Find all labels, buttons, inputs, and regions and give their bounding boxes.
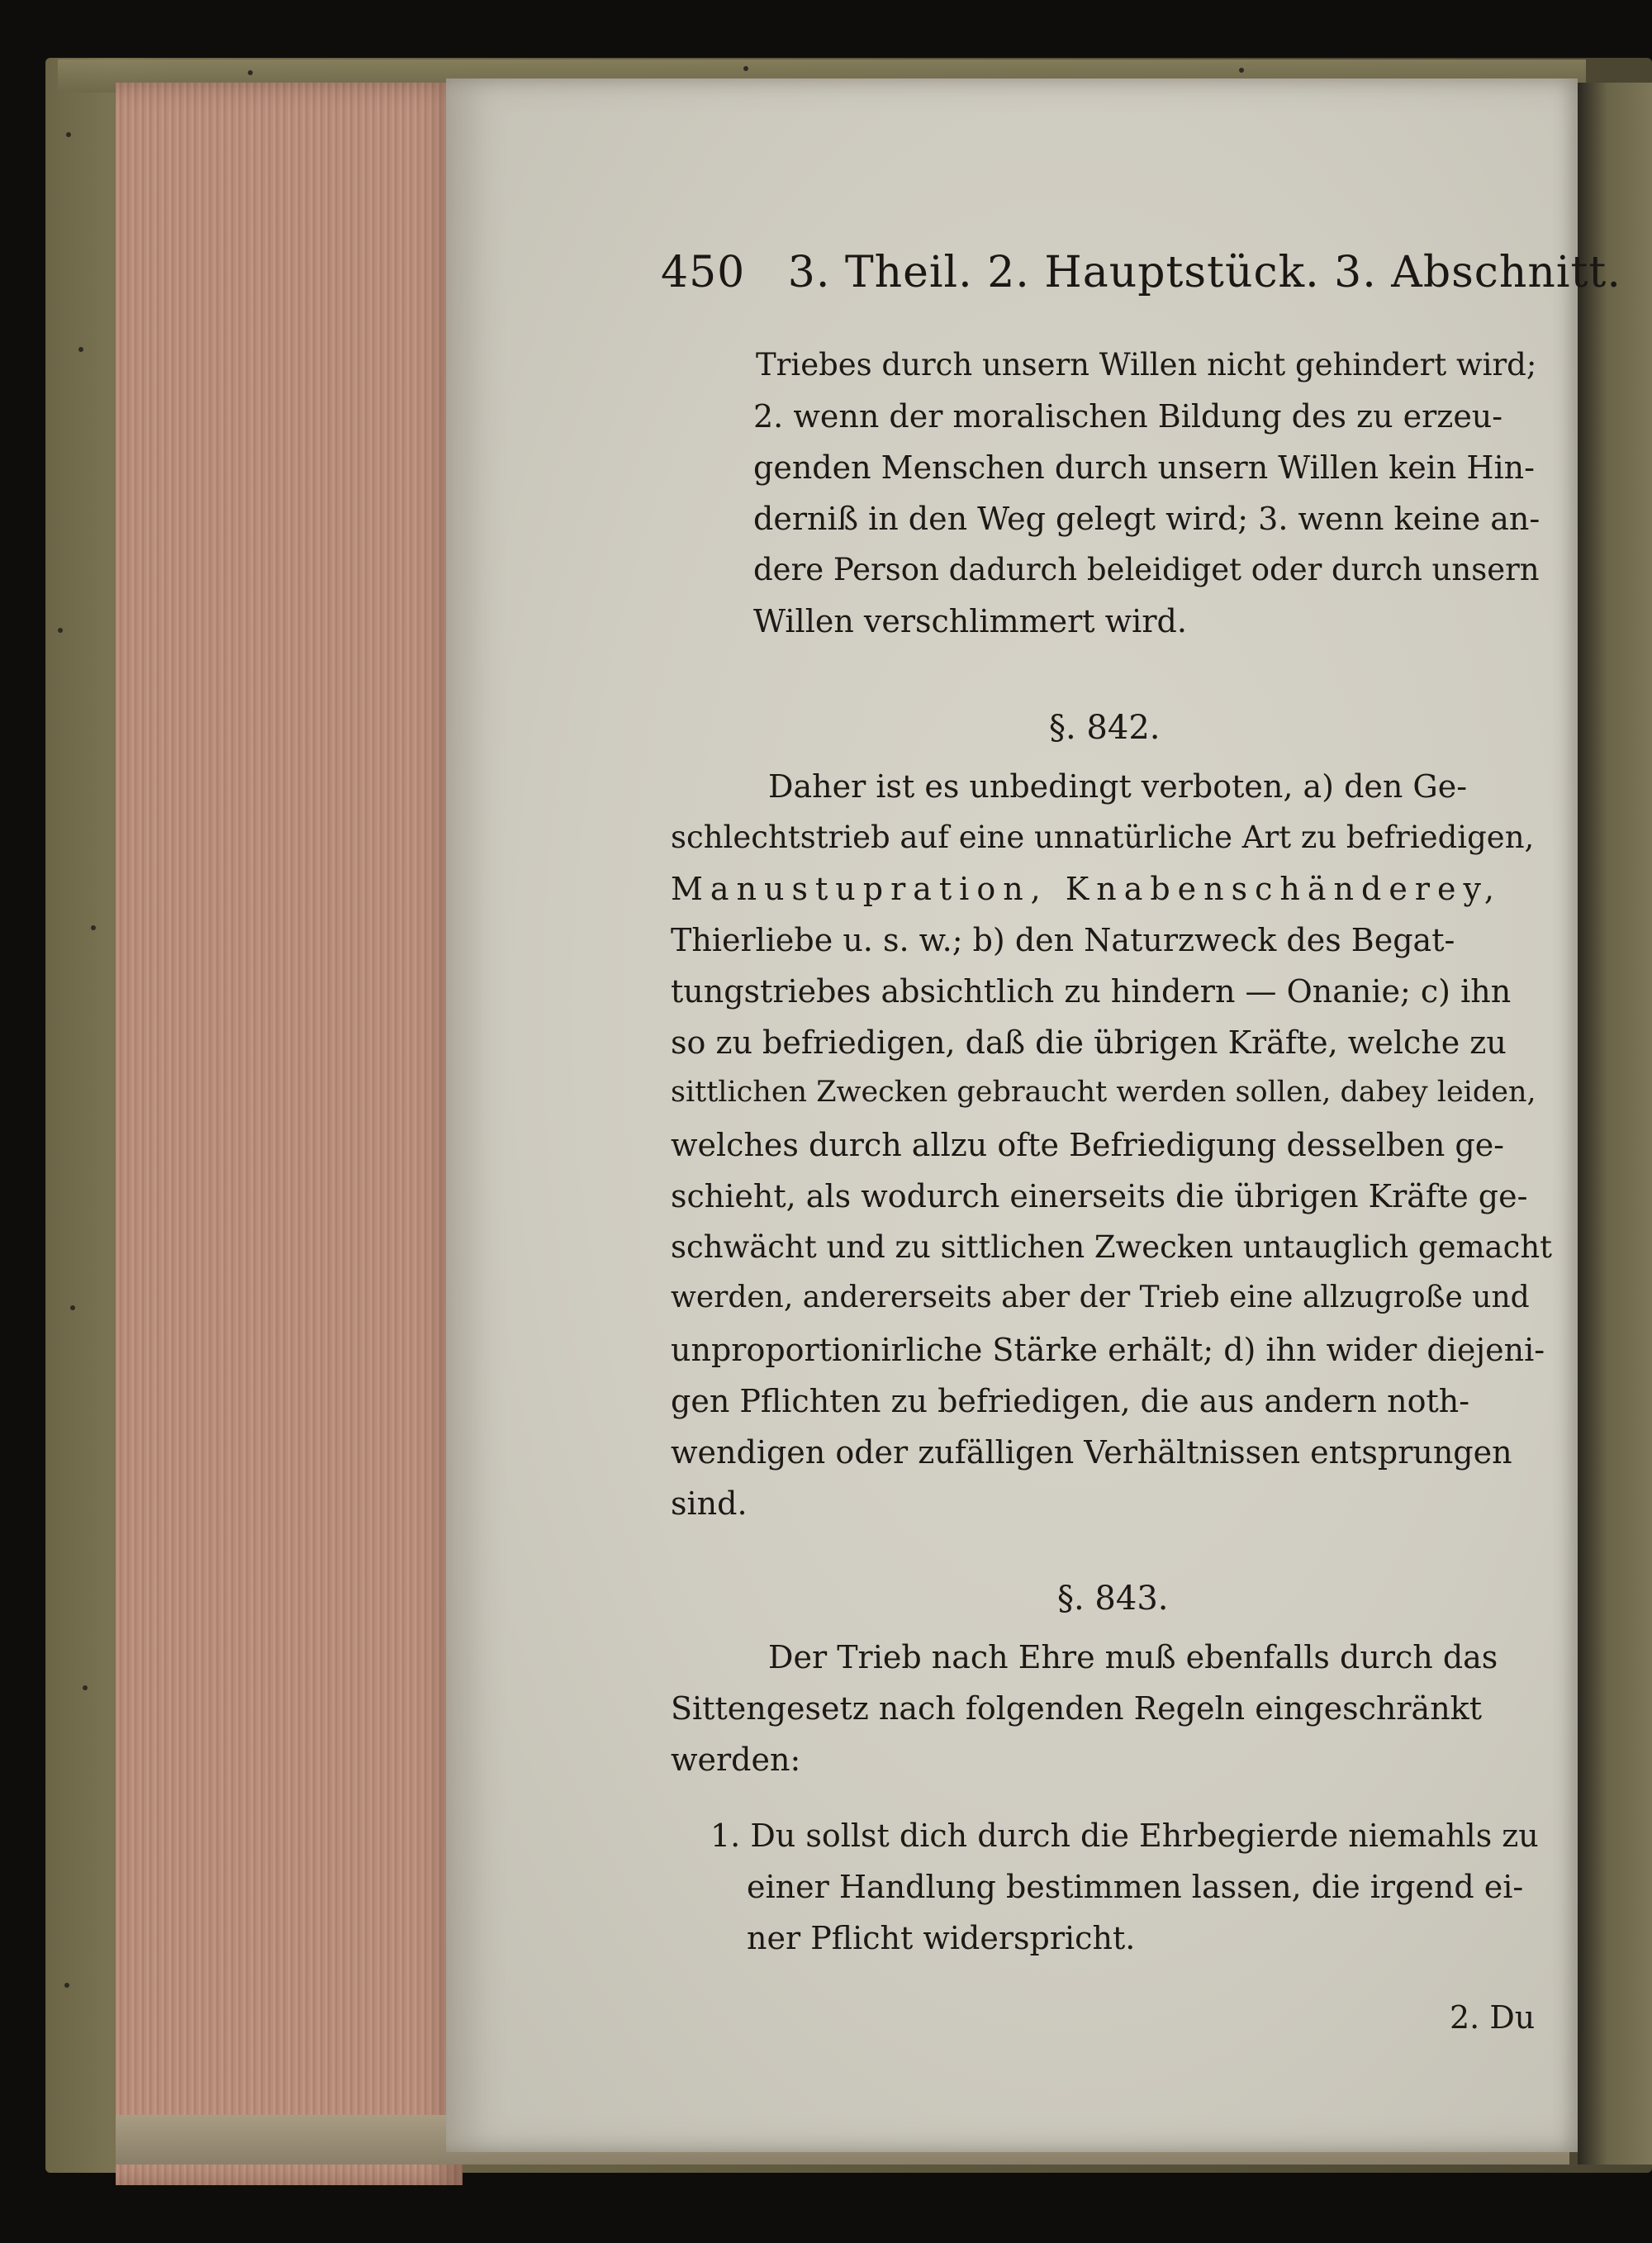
text-line: genden Menschen durch unsern Willen kein Hin-	[753, 449, 1535, 486]
cover-speck	[248, 70, 253, 75]
text-line: schlechtstrieb auf eine unnatürliche Art zu befriedigen,	[671, 820, 1535, 855]
cover-speck	[83, 1685, 88, 1690]
text-line: dere Person dadurch beleidiget oder durch unsern	[753, 552, 1540, 587]
text-line: wendigen oder zufälligen Verhältnissen entsprungen	[671, 1434, 1512, 1471]
cover-speck	[66, 132, 71, 137]
catchword: 2. Du	[1450, 1999, 1536, 2036]
cover-speck	[58, 628, 63, 633]
text-line: werden, andererseits aber der Trieb eine allzugroße und	[671, 1281, 1530, 1314]
text-line: sittlichen Zwecken gebraucht werden sollen, dabey leiden,	[671, 1076, 1536, 1109]
text-line: werden:	[671, 1742, 801, 1778]
rule-line: einer Handlung bestimmen lassen, die irgend ei-	[747, 1869, 1524, 1905]
text-line: schieht, als wodurch einerseits die übrigen Kräfte ge-	[671, 1178, 1528, 1214]
text-line: tungstriebes absichtlich zu hindern — Onanie; c) ihn	[671, 973, 1512, 1010]
text-line: schwächt und zu sittlichen Zwecken untauglich gemacht	[671, 1229, 1553, 1265]
text-line: sind.	[671, 1485, 748, 1522]
text-line: gen Pflichten zu befriedigen, die aus andern noth-	[671, 1383, 1470, 1419]
text-line: so zu befriedigen, daß die übrigen Kräfte, welche zu	[671, 1024, 1507, 1061]
cover-speck	[64, 1983, 69, 1988]
cover-speck	[743, 66, 748, 71]
running-head	[661, 248, 1621, 297]
text-line: unproportionirliche Stärke erhält; d) ihn wider diejeni-	[671, 1332, 1545, 1368]
cover-speck	[1239, 68, 1244, 73]
binding-right	[1578, 83, 1652, 2165]
cover-speck	[78, 347, 83, 352]
text-line: Sittengesetz nach folgenden Regeln eingeschränkt	[671, 1690, 1482, 1727]
text-line: welches durch allzu ofte Befriedigung desselben ge-	[671, 1127, 1505, 1163]
text-line: Thierliebe u. s. w.; b) den Naturzweck des Begat-	[671, 922, 1455, 958]
text-line: Der Trieb nach Ehre muß ebenfalls durch das	[768, 1639, 1498, 1675]
text-line: 2. wenn der moralischen Bildung des zu erzeu-	[753, 398, 1503, 435]
text-line: Triebes durch unsern Willen nicht gehindert wird;	[756, 347, 1537, 383]
page-number: 450	[661, 248, 746, 297]
text-line: Manustupration, Knabenschänderey,	[671, 871, 1502, 907]
text-line: Daher ist es unbedingt verboten, a) den Ge-	[768, 768, 1468, 805]
text-line: derniß in den Weg gelegt wird; 3. wenn keine an-	[753, 501, 1540, 537]
section-heading-842: §. 842.	[1049, 709, 1161, 747]
section-heading-843: §. 843.	[1057, 1580, 1169, 1618]
text-line: Willen verschlimmert wird.	[753, 603, 1187, 639]
rule-line: 1. Du sollst dich durch die Ehrbegierde niemahls zu	[710, 1818, 1539, 1854]
page-stack-edge	[116, 83, 463, 2185]
rule-line: ner Pflicht widerspricht.	[747, 1920, 1136, 1956]
cover-speck	[91, 925, 96, 930]
cover-speck	[70, 1305, 75, 1310]
running-title: 3. Theil. 2. Hauptstück. 3. Abschnitt.	[787, 248, 1621, 297]
